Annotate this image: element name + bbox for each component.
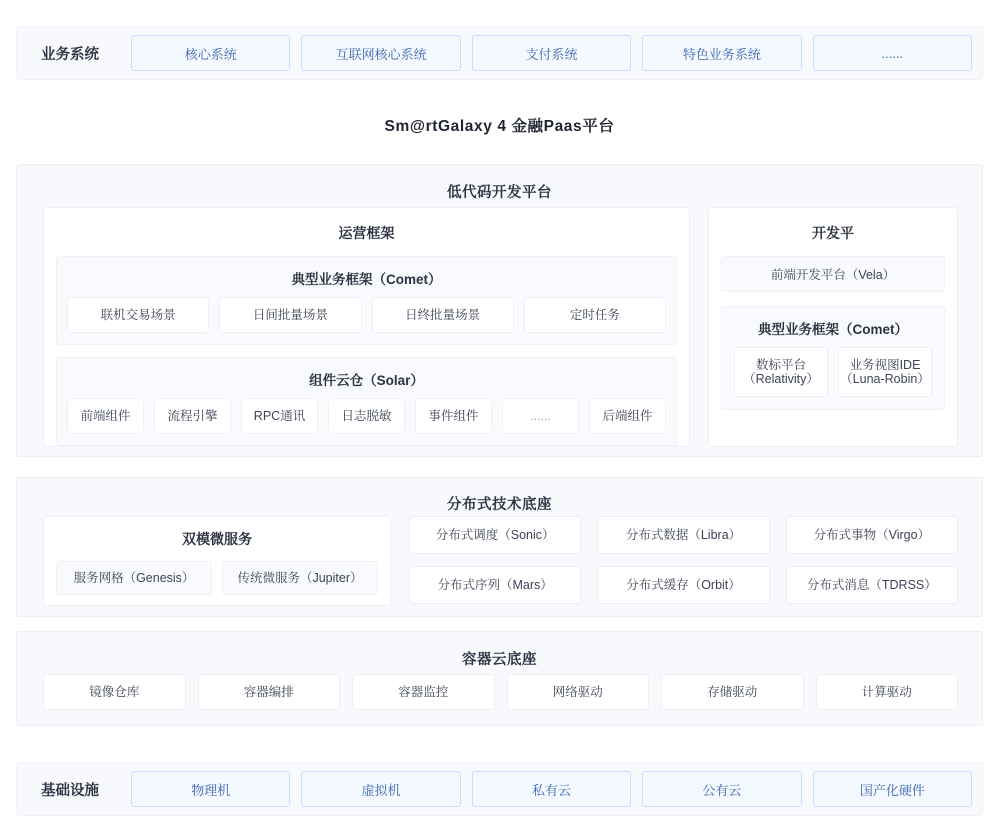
container-cloud-cell[interactable]: 存储驱动 (661, 674, 804, 710)
infrastructure-label: 基础设施 (41, 782, 99, 799)
ops-framework-title: 运营框架 (338, 225, 395, 241)
container-cloud-cells (43, 674, 958, 710)
dev-platform-title: 开发平 (812, 225, 854, 241)
business-system-chip[interactable]: 核心系统 (131, 35, 290, 71)
dev-typical-business-framework (721, 306, 945, 410)
dev-typical-cell[interactable] (734, 347, 828, 397)
dev-typical-cells (722, 347, 944, 397)
distributed-base-body (43, 516, 958, 606)
dev-typical-cell[interactable] (838, 347, 932, 397)
business-system-chip[interactable]: 互联网核心系统 (301, 35, 460, 71)
component-cell[interactable]: 前端组件 (67, 398, 144, 434)
container-cloud-cell[interactable]: 网络驱动 (507, 674, 650, 710)
component-cell-more[interactable]: ...... (502, 398, 579, 434)
lowcode-platform-panel (16, 164, 983, 457)
ops-typical-business-framework (56, 256, 677, 345)
dev-typical-title: 典型业务框架（Comet） (757, 322, 908, 337)
component-cloud-warehouse (56, 357, 677, 446)
dual-mode-cells (44, 549, 390, 595)
distributed-base-panel (16, 477, 983, 617)
container-cloud-cell[interactable]: 容器监控 (352, 674, 495, 710)
ops-typical-cell[interactable]: 日终批量场景 (372, 297, 514, 333)
ops-framework-card (43, 207, 690, 447)
ops-typical-title: 典型业务框架（Comet） (291, 272, 442, 287)
business-system-chip[interactable]: 特色业务系统 (642, 35, 801, 71)
dev-platform-card (708, 207, 958, 447)
dual-mode-cell[interactable]: 传统微服务（Jupiter） (222, 561, 378, 595)
distributed-capability-grid (409, 516, 958, 606)
infrastructure-items (131, 771, 972, 807)
dev-typical-cell-line1: 业务视图IDE (849, 357, 921, 372)
container-cloud-cell[interactable]: 容器编排 (198, 674, 341, 710)
business-systems-items (131, 35, 972, 71)
business-system-chip-more[interactable]: ...... (813, 35, 972, 71)
infrastructure-chip[interactable]: 公有云 (642, 771, 801, 807)
lowcode-platform-body (17, 207, 984, 453)
front-end-dev-platform[interactable]: 前端开发平台（Vela） (721, 256, 945, 292)
dev-typical-cell-line2: （Relativity） (743, 372, 819, 386)
ops-typical-cell[interactable]: 日间批量场景 (219, 297, 361, 333)
business-system-chip[interactable]: 支付系统 (472, 35, 631, 71)
infrastructure-chip[interactable]: 私有云 (472, 771, 631, 807)
ops-typical-cells (57, 297, 676, 344)
infrastructure-chip[interactable]: 物理机 (131, 771, 290, 807)
container-cloud-title: 容器云底座 (462, 652, 537, 668)
dual-mode-title: 双模微服务 (182, 531, 252, 547)
business-systems-label: 业务系统 (41, 46, 99, 63)
component-cell[interactable]: 后端组件 (589, 398, 666, 434)
ops-typical-cell[interactable]: 定时任务 (524, 297, 666, 333)
ops-typical-cell[interactable]: 联机交易场景 (67, 297, 209, 333)
container-cloud-cell[interactable]: 计算驱动 (816, 674, 959, 710)
distributed-cell[interactable]: 分布式消息（TDRSS） (786, 566, 958, 604)
component-cell[interactable]: 事件组件 (415, 398, 492, 434)
container-cloud-cell[interactable]: 镜像仓库 (43, 674, 186, 710)
component-cell[interactable]: RPC通讯 (241, 398, 318, 434)
infrastructure-row (16, 762, 983, 816)
distributed-cell[interactable]: 分布式事物（Virgo） (786, 516, 958, 554)
container-cloud-panel (16, 631, 983, 726)
dev-typical-cell-line2: （Luna-Robin） (840, 372, 930, 386)
distributed-cell[interactable]: 分布式缓存（Orbit） (597, 566, 769, 604)
dev-typical-cell-line1: 数标平台 (755, 357, 806, 372)
distributed-cell[interactable]: 分布式序列（Mars） (409, 566, 581, 604)
component-cloud-title: 组件云仓（Solar） (309, 373, 424, 388)
component-cell[interactable]: 日志脱敏 (328, 398, 405, 434)
distributed-base-title: 分布式技术底座 (447, 497, 552, 513)
lowcode-platform-title: 低代码开发平台 (447, 185, 552, 201)
dual-mode-microservice-card (43, 516, 391, 606)
infrastructure-chip[interactable]: 虚拟机 (301, 771, 460, 807)
component-cloud-cells (57, 398, 676, 445)
business-systems-row (16, 26, 983, 80)
diagram-title: Sm@rtGalaxy 4 金融Paas平台 (384, 118, 615, 135)
distributed-cell[interactable]: 分布式调度（Sonic） (409, 516, 581, 554)
distributed-cell[interactable]: 分布式数据（Libra） (597, 516, 769, 554)
dual-mode-cell[interactable]: 服务网格（Genesis） (56, 561, 212, 595)
component-cell[interactable]: 流程引擎 (154, 398, 231, 434)
infrastructure-chip[interactable]: 国产化硬件 (813, 771, 972, 807)
